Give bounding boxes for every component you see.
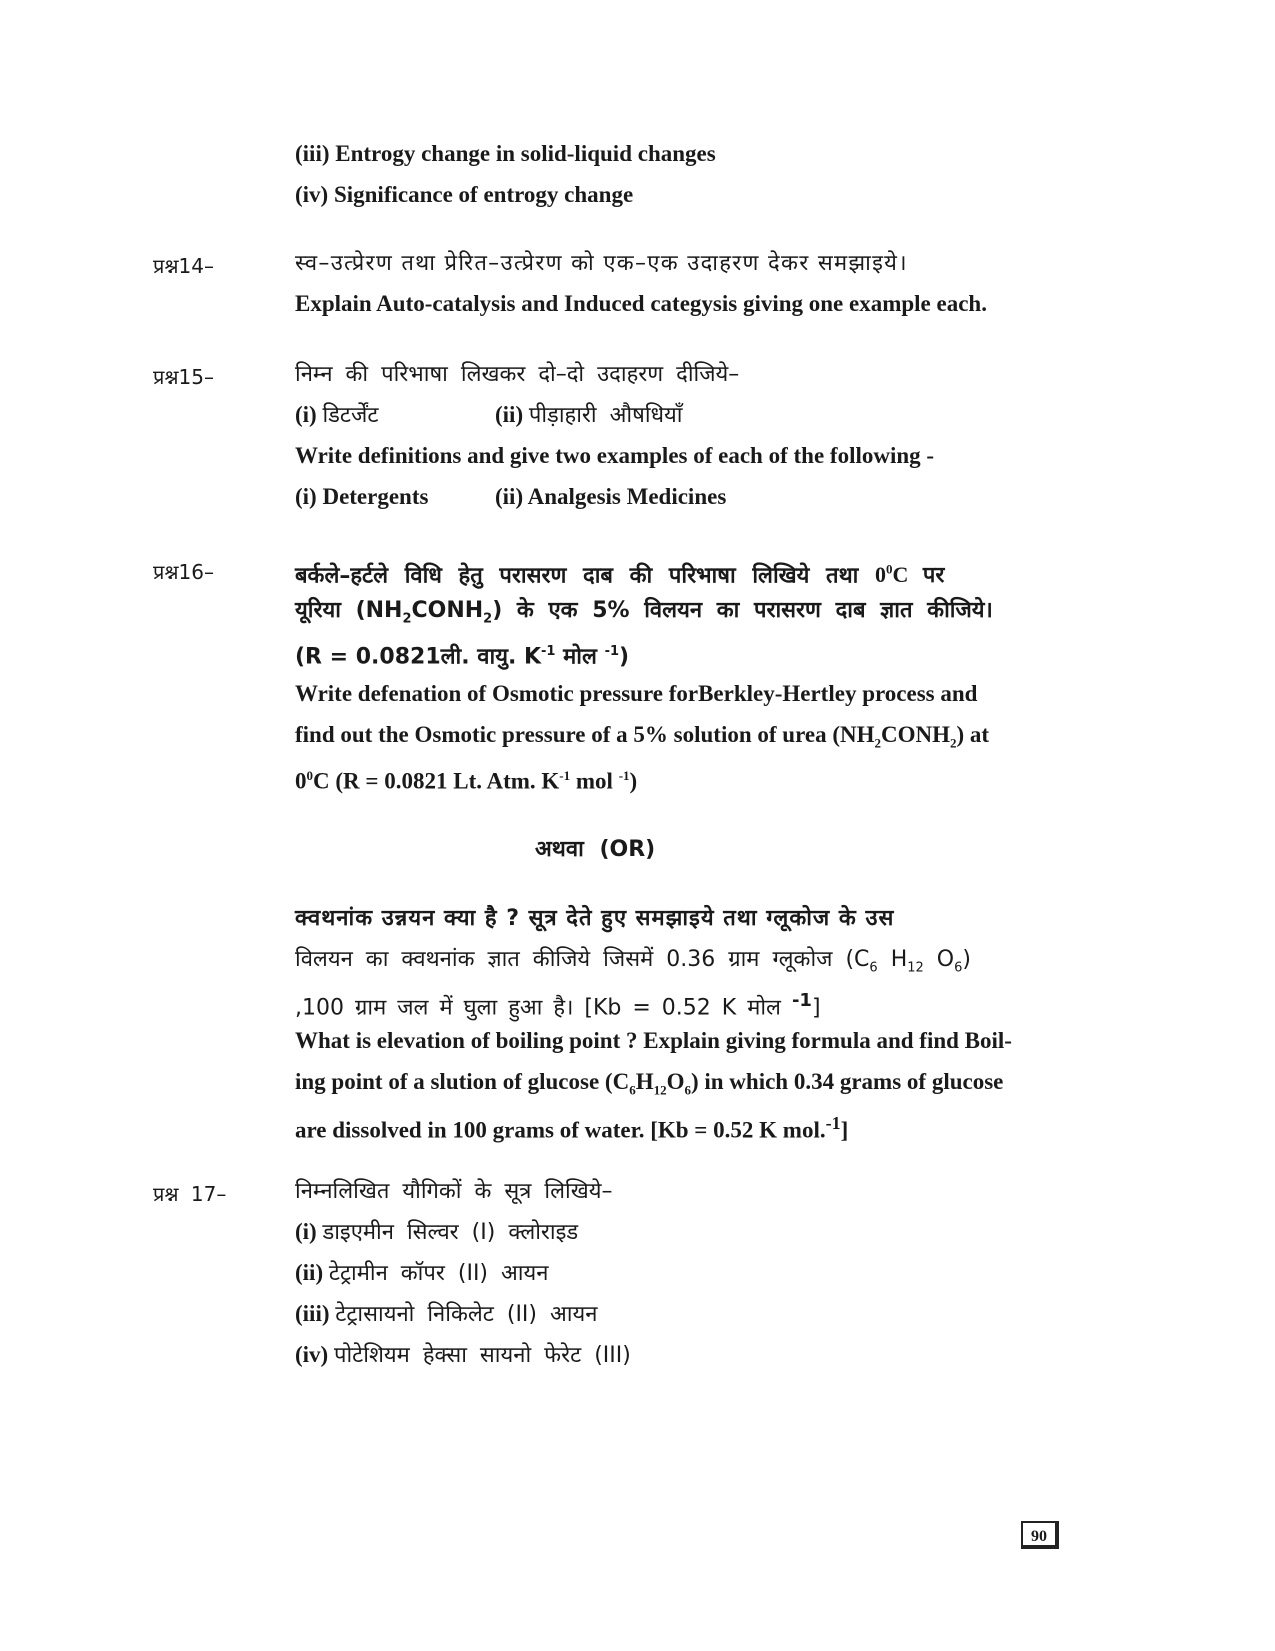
q16-english-line-2: find out the Osmotic pressure of a 5% solution of urea $(NH_2CONH_2)$ at	[295, 722, 990, 751]
cont-line-1: (iii) Entrogy change in solid-liquid changes	[295, 141, 716, 166]
q16-english-line-3: $0^0C$ (R = 0.0821 Lt. Atm. $K^{-1}$ mol $^{-1}$)	[295, 768, 638, 794]
q16-alt-hindi-line-1: क्वथनांक उन्नयन क्या है ? सूत्र देते हुए समझाइये तथा ग्लूकोज के उस	[295, 906, 895, 931]
q16-english-line-1: Write defenation of Osmotic pressure forBerkley-Hertley process and	[295, 681, 978, 706]
q14-hindi: स्व–उत्प्रेरण तथा प्रेरित–उत्प्रेरण को एक–एक उदाहरण देकर समझाइये।	[295, 251, 908, 276]
q17-item-3: (iii) टेट्रासायनो निकिलेट (II) आयन	[295, 1301, 598, 1327]
q17-item-1: (i) डाइएमीन सिल्वर (I) क्लोराइड	[295, 1219, 579, 1245]
q15-opt2-en: (ii) Analgesis Medicines	[495, 484, 727, 509]
q15-opt1-num: (i)	[295, 402, 317, 427]
q15-opt2-hi: पीड़ाहारी औषधियाँ	[528, 403, 683, 428]
q15-opt1-hi: डिटर्जेंट	[322, 403, 379, 428]
q14-label: प्रश्न14–	[153, 254, 214, 278]
q17-item-2: (ii) टेट्रामीन कॉपर (II) आयन	[295, 1260, 549, 1286]
q16-hindi-line-2: यूरिया $(NH_2CONH_2)$ के एक 5% विलयन का परासरण दाब ज्ञात कीजिये।	[295, 598, 993, 627]
q16-alt-english-line-3: are dissolved in 100 grams of water. [Kb = 0.52 K mol.$^{-1}$]	[295, 1113, 849, 1143]
cont-line-2: (iv) Significance of entrogy change	[295, 182, 634, 207]
q15-opt1-en: (i) Detergents	[295, 484, 429, 509]
q16-alt-english-line-1: What is elevation of boiling point ? Explain giving formula and find Boil-	[295, 1028, 1012, 1053]
page-number: 90	[1021, 1521, 1059, 1549]
q16-alt-hindi-line-2: विलयन का क्वथनांक ज्ञात कीजिये जिसमें 0.36 ग्राम ग्लूकोज ($C_6$ $H_{12}$ $O_6$)	[295, 947, 971, 976]
q16-alt-hindi-line-3: ,100 ग्राम जल में घुला हुआ है। [Kb = 0.52 K मोल $^{-1}$]	[295, 990, 821, 1021]
q16-hindi-line-1: बर्कले–हर्टले विधि हेतु परासरण दाब की परिभाषा लिखिये तथा $0^0C$ पर	[295, 562, 945, 589]
q16-hindi-line-3: (R = 0.0821ली. वायु. $K^{-1}$ मोल $^{-1}$)	[295, 644, 630, 670]
q17-item-4: (iv) पोटेशियम हेक्सा सायनो फेरेट (III)	[295, 1342, 631, 1368]
q17-hindi: निम्नलिखित यौगिकों के सूत्र लिखिये–	[295, 1179, 613, 1204]
q14-english: Explain Auto-catalysis and Induced categysis giving one example each.	[295, 291, 987, 316]
q15-hindi: निम्न की परिभाषा लिखकर दो–दो उदाहरण दीजिये–	[295, 362, 740, 387]
q15-label: प्रश्न15–	[153, 365, 214, 389]
q15-opt2-num: (ii)	[495, 402, 524, 427]
q15-hindi-options	[295, 401, 683, 430]
or-separator: अथवा (OR)	[535, 837, 656, 862]
q17-label: प्रश्न 17–	[153, 1182, 227, 1206]
q15-english: Write definitions and give two examples of each of the following -	[295, 443, 935, 468]
q16-alt-english-line-2: ing point of a slution of glucose $(C_6H_{12}O_6)$ in which 0.34 grams of glucose	[295, 1069, 1004, 1098]
q15-english-options	[295, 483, 727, 511]
q16-label: प्रश्न16–	[153, 560, 214, 584]
